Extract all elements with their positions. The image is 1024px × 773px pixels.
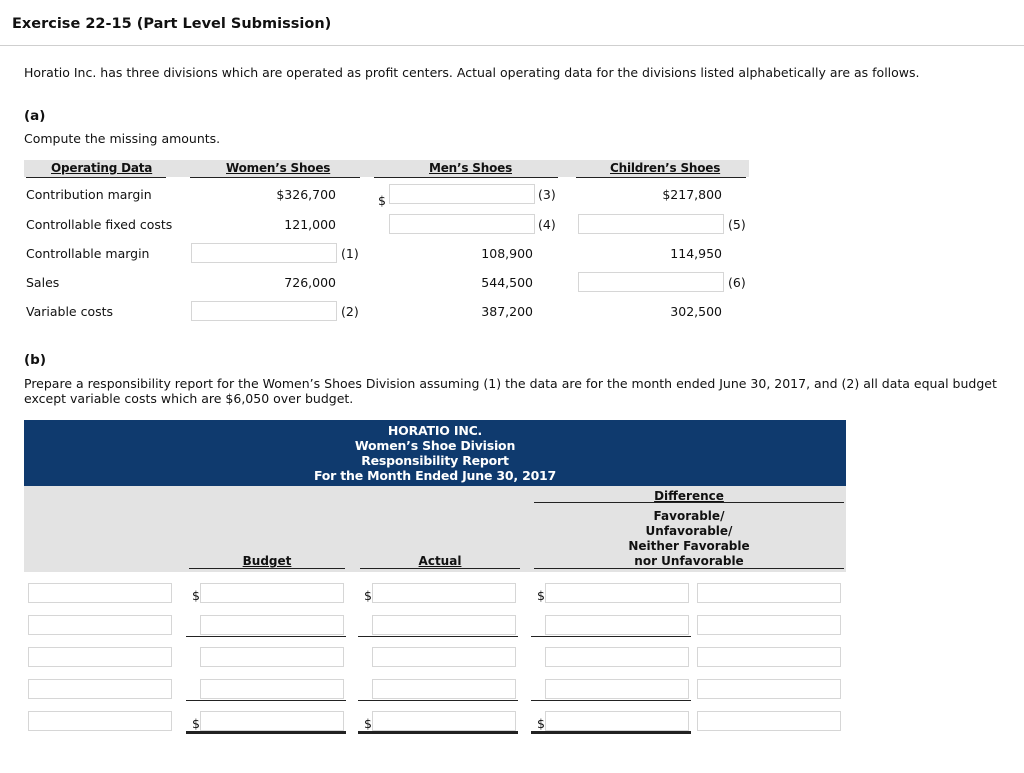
report-row-4-label-input[interactable] xyxy=(28,679,172,699)
header-budget: Budget xyxy=(242,554,292,568)
part-a-instruction: Compute the missing amounts. xyxy=(24,131,221,146)
children-sales-input[interactable] xyxy=(578,272,724,292)
report-row-2-difference-input[interactable] xyxy=(545,615,689,635)
tag-1: (1) xyxy=(341,246,359,261)
report-row-2-favorability-input[interactable] xyxy=(697,615,841,635)
tag-6: (6) xyxy=(728,275,746,290)
children-controllable-fixed-costs-input[interactable] xyxy=(578,214,724,234)
report-row-3-difference-input[interactable] xyxy=(545,647,689,667)
children-controllable-margin: 114,950 xyxy=(670,246,722,261)
dollar-sign: $ xyxy=(537,588,545,603)
men-controllable-margin: 108,900 xyxy=(481,246,533,261)
report-division: Women’s Shoe Division xyxy=(354,438,516,453)
row-label-sales: Sales xyxy=(26,275,60,290)
part-b-label: (b) xyxy=(24,352,47,368)
tag-4: (4) xyxy=(538,217,556,232)
total-double-line xyxy=(358,731,518,734)
report-row-2-label-input[interactable] xyxy=(28,615,172,635)
subtotal-line xyxy=(186,700,346,701)
row-label-contribution-margin: Contribution margin xyxy=(26,187,152,202)
header-nor-unfavorable: nor Unfavorable xyxy=(634,554,744,568)
women-variable-costs-input[interactable] xyxy=(191,301,337,321)
report-row-1-actual-input[interactable] xyxy=(372,583,516,603)
children-variable-costs: 302,500 xyxy=(670,304,722,319)
subtotal-line xyxy=(358,700,518,701)
report-row-3-budget-input[interactable] xyxy=(200,647,344,667)
header-difference: Difference xyxy=(654,489,724,503)
report-row-5-actual-input[interactable] xyxy=(372,711,516,731)
tag-3: (3) xyxy=(538,187,556,202)
women-controllable-margin-input[interactable] xyxy=(191,243,337,263)
dollar-sign: $ xyxy=(192,588,200,603)
header-underline xyxy=(26,177,166,178)
report-row-2-budget-input[interactable] xyxy=(200,615,344,635)
report-row-5-difference-input[interactable] xyxy=(545,711,689,731)
header-mens-shoes: Men’s Shoes xyxy=(429,161,513,175)
header-womens-shoes: Women’s Shoes xyxy=(226,161,331,175)
report-row-4-difference-input[interactable] xyxy=(545,679,689,699)
tag-5: (5) xyxy=(728,217,746,232)
women-contribution-margin: $326,700 xyxy=(276,187,336,202)
women-controllable-fixed-costs: 121,000 xyxy=(284,217,336,232)
title-divider xyxy=(0,45,1024,46)
report-row-5-label-input[interactable] xyxy=(28,711,172,731)
men-sales: 544,500 xyxy=(481,275,533,290)
report-row-3-label-input[interactable] xyxy=(28,647,172,667)
header-operating-data: Operating Data xyxy=(51,161,153,175)
report-row-1-favorability-input[interactable] xyxy=(697,583,841,603)
header-underline xyxy=(190,177,360,178)
row-label-controllable-fixed-costs: Controllable fixed costs xyxy=(26,217,173,232)
dollar-sign: $ xyxy=(378,193,386,208)
subtotal-line xyxy=(358,636,518,637)
men-variable-costs: 387,200 xyxy=(481,304,533,319)
difference-header-line xyxy=(534,568,844,569)
report-row-1-budget-input[interactable] xyxy=(200,583,344,603)
men-contribution-margin-input[interactable] xyxy=(389,184,535,204)
header-actual: Actual xyxy=(418,554,462,568)
report-row-4-favorability-input[interactable] xyxy=(697,679,841,699)
subtotal-line xyxy=(531,700,691,701)
report-header xyxy=(24,420,846,486)
exercise-title: Exercise 22-15 (Part Level Submission) xyxy=(12,16,332,32)
report-row-3-actual-input[interactable] xyxy=(372,647,516,667)
women-sales: 726,000 xyxy=(284,275,336,290)
report-row-4-budget-input[interactable] xyxy=(200,679,344,699)
part-a-label: (a) xyxy=(24,108,46,124)
part-b-instruction: Prepare a responsibility report for the Women’s Shoes Division assuming (1) the data are for the month ended June 30, 2017, and (2) all data equal budget except variable costs which are $6,050 over budget. xyxy=(24,376,997,406)
report-row-4-actual-input[interactable] xyxy=(372,679,516,699)
report-row-1-label-input[interactable] xyxy=(28,583,172,603)
men-controllable-fixed-costs-input[interactable] xyxy=(389,214,535,234)
tag-2: (2) xyxy=(341,304,359,319)
report-row-5-favorability-input[interactable] xyxy=(697,711,841,731)
report-row-2-actual-input[interactable] xyxy=(372,615,516,635)
children-contribution-margin: $217,800 xyxy=(662,187,722,202)
total-double-line xyxy=(531,731,691,734)
header-favorable: Favorable/ xyxy=(653,509,725,523)
total-double-line xyxy=(186,731,346,734)
budget-header-line xyxy=(189,568,345,569)
dollar-sign: $ xyxy=(364,716,372,731)
report-row-5-budget-input[interactable] xyxy=(200,711,344,731)
report-name: Responsibility Report xyxy=(361,453,509,468)
dollar-sign: $ xyxy=(364,588,372,603)
report-period: For the Month Ended June 30, 2017 xyxy=(313,468,557,483)
header-underline xyxy=(374,177,558,178)
report-row-3-favorability-input[interactable] xyxy=(697,647,841,667)
report-row-1-difference-input[interactable] xyxy=(545,583,689,603)
intro-text: Horatio Inc. has three divisions which are operated as profit centers. Actual operating data for the divisions listed alphabetically are as follows. xyxy=(24,65,920,80)
header-underline xyxy=(576,177,746,178)
row-label-controllable-margin: Controllable margin xyxy=(26,246,150,261)
subtotal-line xyxy=(186,636,346,637)
report-company: HORATIO INC. xyxy=(387,423,483,438)
actual-header-line xyxy=(360,568,520,569)
subtotal-line xyxy=(531,636,691,637)
dollar-sign: $ xyxy=(192,716,200,731)
dollar-sign: $ xyxy=(537,716,545,731)
header-childrens-shoes: Children’s Shoes xyxy=(610,161,721,175)
row-label-variable-costs: Variable costs xyxy=(26,304,114,319)
header-unfavorable: Unfavorable/ xyxy=(645,524,733,538)
header-neither-favorable: Neither Favorable xyxy=(628,539,750,553)
